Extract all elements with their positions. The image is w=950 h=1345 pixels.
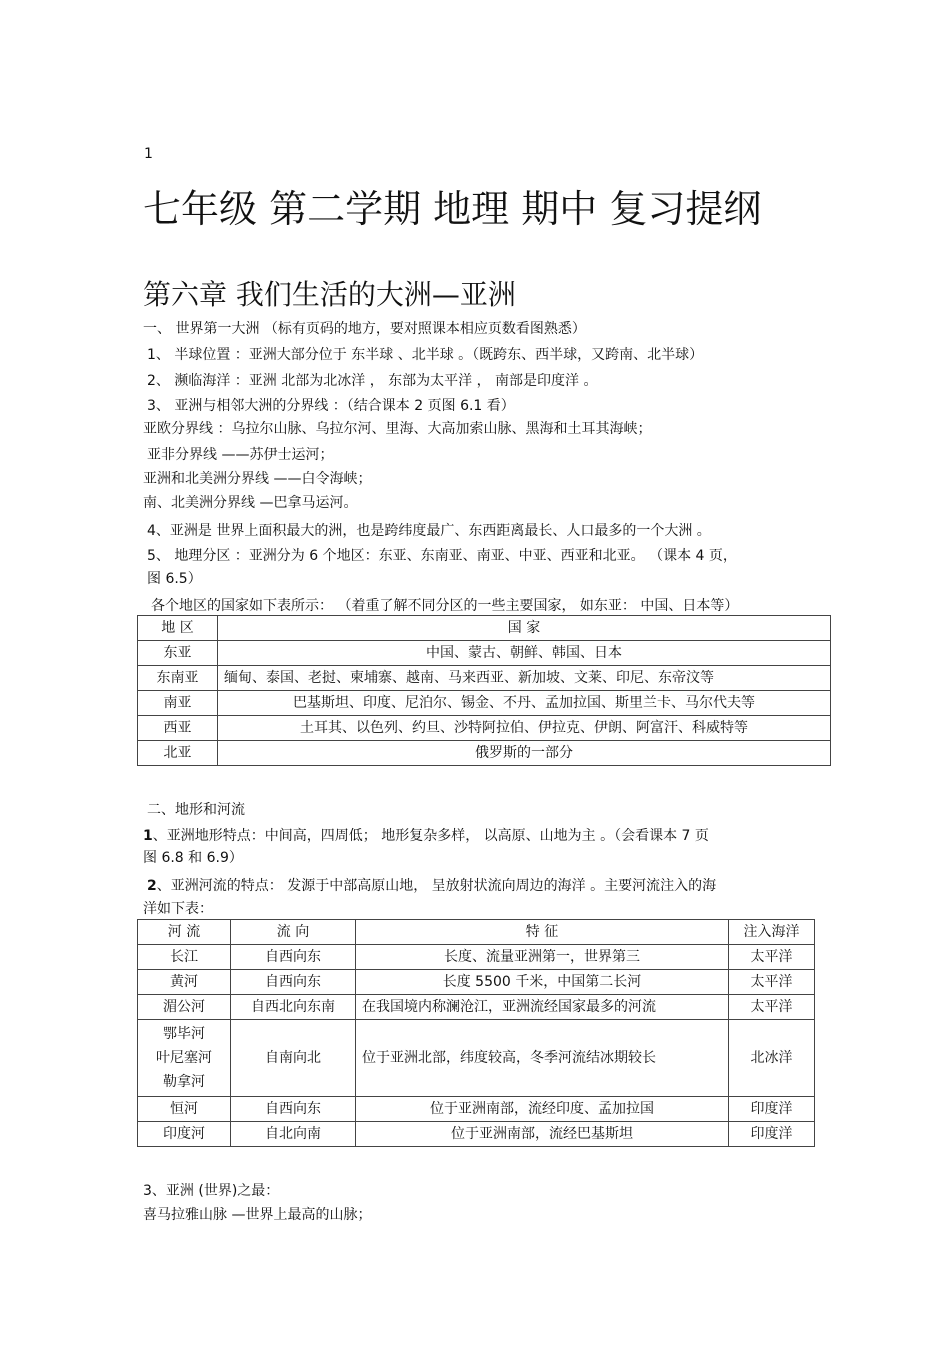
- table-row: [138, 970, 815, 995]
- river-cell: 黄河: [138, 970, 231, 995]
- ocean-cell: 太平洋: [729, 995, 815, 1020]
- feature-cell: 在我国境内称澜沧江，亚洲流经国家最多的河流: [356, 995, 729, 1020]
- ocean-cell: 太平洋: [729, 945, 815, 970]
- feature-cell: 位于亚洲北部，纬度较高，冬季河流结冰期较长: [356, 1020, 729, 1097]
- feature-cell: 位于亚洲南部，流经巴基斯坦: [356, 1122, 729, 1147]
- section2-item1-text: 、亚洲地形特点：中间高，四周低； 地形复杂多样， 以高原、山地为主 。（会看课本 7 页: [152, 828, 709, 844]
- boundary-africa-asia: 亚非分界线 ——苏伊士运河；: [147, 447, 334, 463]
- region-cell: 西亚: [138, 716, 218, 741]
- table-header-row: [138, 920, 815, 945]
- section2-item1-line1: [143, 826, 709, 846]
- section2-item1-line2: 图 6.8 和 6.9）: [143, 850, 243, 866]
- table-row: [138, 995, 815, 1020]
- page-number: 1: [144, 146, 153, 162]
- section3-heading: 3、亚洲 (世界)之最：: [143, 1183, 280, 1199]
- section1-item2: 2、 濒临海洋 ：亚洲 北部为北冰洋 ， 东部为太平洋 ， 南部是印度洋 。: [147, 373, 598, 389]
- ocean-cell: 太平洋: [729, 970, 815, 995]
- countries-cell: 中国、蒙古、朝鲜、韩国、日本: [218, 641, 831, 666]
- countries-cell: 缅甸、泰国、老挝、柬埔寨、越南、马来西亚、新加坡、文莱、印尼、东帝汶等: [218, 666, 831, 691]
- table-row: [138, 1020, 815, 1097]
- section1-item3: 3、 亚洲与相邻大洲的分界线 ：（结合课本 2 页图 6.1 看）: [147, 398, 515, 414]
- direction-cell: 自北向南: [231, 1122, 356, 1147]
- river-cell: 长江: [138, 945, 231, 970]
- table-row: [138, 666, 831, 691]
- section1-item4: 4、亚洲是 世界上面积最大的洲，也是跨纬度最广、东西距离最长、人口最多的一个大洲 。: [147, 523, 711, 539]
- region-cell: 北亚: [138, 741, 218, 766]
- boundary-europe-asia: 亚欧分界线 ：乌拉尔山脉、乌拉尔河、里海、大高加索山脉、黑海和土耳其海峡；: [143, 421, 652, 437]
- section2-heading: 二、地形和河流: [147, 802, 245, 818]
- section1-item5-line2: 图 6.5）: [147, 571, 202, 587]
- section2-item2-line2: 洋如下表：: [143, 901, 213, 917]
- feature-cell: 长度 5500 千米，中国第二长河: [356, 970, 729, 995]
- boundary-south-north-america: 南、北美洲分界线 —巴拿马运河。: [143, 495, 358, 511]
- direction-cell: 自西向东: [231, 970, 356, 995]
- region-cell: 东亚: [138, 641, 218, 666]
- section3-item1: 喜马拉雅山脉 —世界上最高的山脉；: [143, 1207, 372, 1223]
- river-cell-group: [138, 1020, 231, 1097]
- table-row: [138, 691, 831, 716]
- document-title: 七年级 第二学期 地理 期中 复习提纲: [143, 187, 762, 231]
- table-header-row: [138, 616, 831, 641]
- river-cell: 印度河: [138, 1122, 231, 1147]
- direction-cell: 自南向北: [231, 1020, 356, 1097]
- river-name: 勒拿河: [163, 1074, 205, 1090]
- table-row: [138, 1122, 815, 1147]
- region-cell: 南亚: [138, 691, 218, 716]
- section2-item1-number: 1: [143, 828, 153, 844]
- table-row: [138, 741, 831, 766]
- boundary-north-america-asia: 亚洲和北美洲分界线 ——白令海峡；: [143, 471, 372, 487]
- section2-item2-number: 2: [147, 878, 157, 894]
- table-row: [138, 716, 831, 741]
- header-cell-feature: 特 征: [356, 920, 729, 945]
- direction-cell: 自西向东: [231, 1097, 356, 1122]
- ocean-cell: 印度洋: [729, 1122, 815, 1147]
- countries-cell: 俄罗斯的一部分: [218, 741, 831, 766]
- table-row: [138, 945, 815, 970]
- header-cell-river: 河 流: [138, 920, 231, 945]
- ocean-cell: 北冰洋: [729, 1020, 815, 1097]
- region-country-table: [137, 615, 831, 766]
- river-name: 叶尼塞河: [156, 1050, 212, 1066]
- header-cell-region: 地 区: [138, 616, 218, 641]
- countries-cell: 巴基斯坦、印度、尼泊尔、锡金、不丹、孟加拉国、斯里兰卡、马尔代夫等: [218, 691, 831, 716]
- feature-cell: 长度、流量亚洲第一，世界第三: [356, 945, 729, 970]
- header-cell-direction: 流 向: [231, 920, 356, 945]
- direction-cell: 自西向东: [231, 945, 356, 970]
- chapter-heading: 第六章 我们生活的大洲—亚洲: [143, 278, 516, 311]
- direction-cell: 自西北向东南: [231, 995, 356, 1020]
- section2-item2-line1: [147, 876, 716, 896]
- section1-heading: 一、 世界第一大洲 （标有页码的地方，要对照课本相应页数看图熟悉）: [143, 321, 586, 337]
- feature-cell: 位于亚洲南部，流经印度、孟加拉国: [356, 1097, 729, 1122]
- section1-item1: 1、 半球位置 ：亚洲大部分位于 东半球 、北半球 。（既跨东、西半球，又跨南、北半球）: [147, 347, 704, 363]
- region-cell: 东南亚: [138, 666, 218, 691]
- river-cell: 湄公河: [138, 995, 231, 1020]
- river-name: 鄂毕河: [163, 1026, 205, 1042]
- section1-item5-line1: 5、 地理分区 ：亚洲分为 6 个地区：东亚、东南亚、南亚、中亚、西亚和北亚。 （课本 4 页，: [147, 548, 737, 564]
- countries-cell: 土耳其、以色列、约旦、沙特阿拉伯、伊拉克、伊朗、阿富汗、科威特等: [218, 716, 831, 741]
- table-row: [138, 1097, 815, 1122]
- table-row: [138, 641, 831, 666]
- river-table: [137, 919, 815, 1147]
- ocean-cell: 印度洋: [729, 1097, 815, 1122]
- region-table-intro: 各个地区的国家如下表所示： （着重了解不同分区的一些主要国家， 如东亚： 中国、日本等）: [151, 598, 739, 614]
- header-cell-country: 国 家: [218, 616, 831, 641]
- section2-item2-text: 、亚洲河流的特点： 发源于中部高原山地， 呈放射状流向周边的海洋 。主要河流注入的海: [156, 878, 717, 894]
- header-cell-ocean: 注入海洋: [729, 920, 815, 945]
- river-cell: 恒河: [138, 1097, 231, 1122]
